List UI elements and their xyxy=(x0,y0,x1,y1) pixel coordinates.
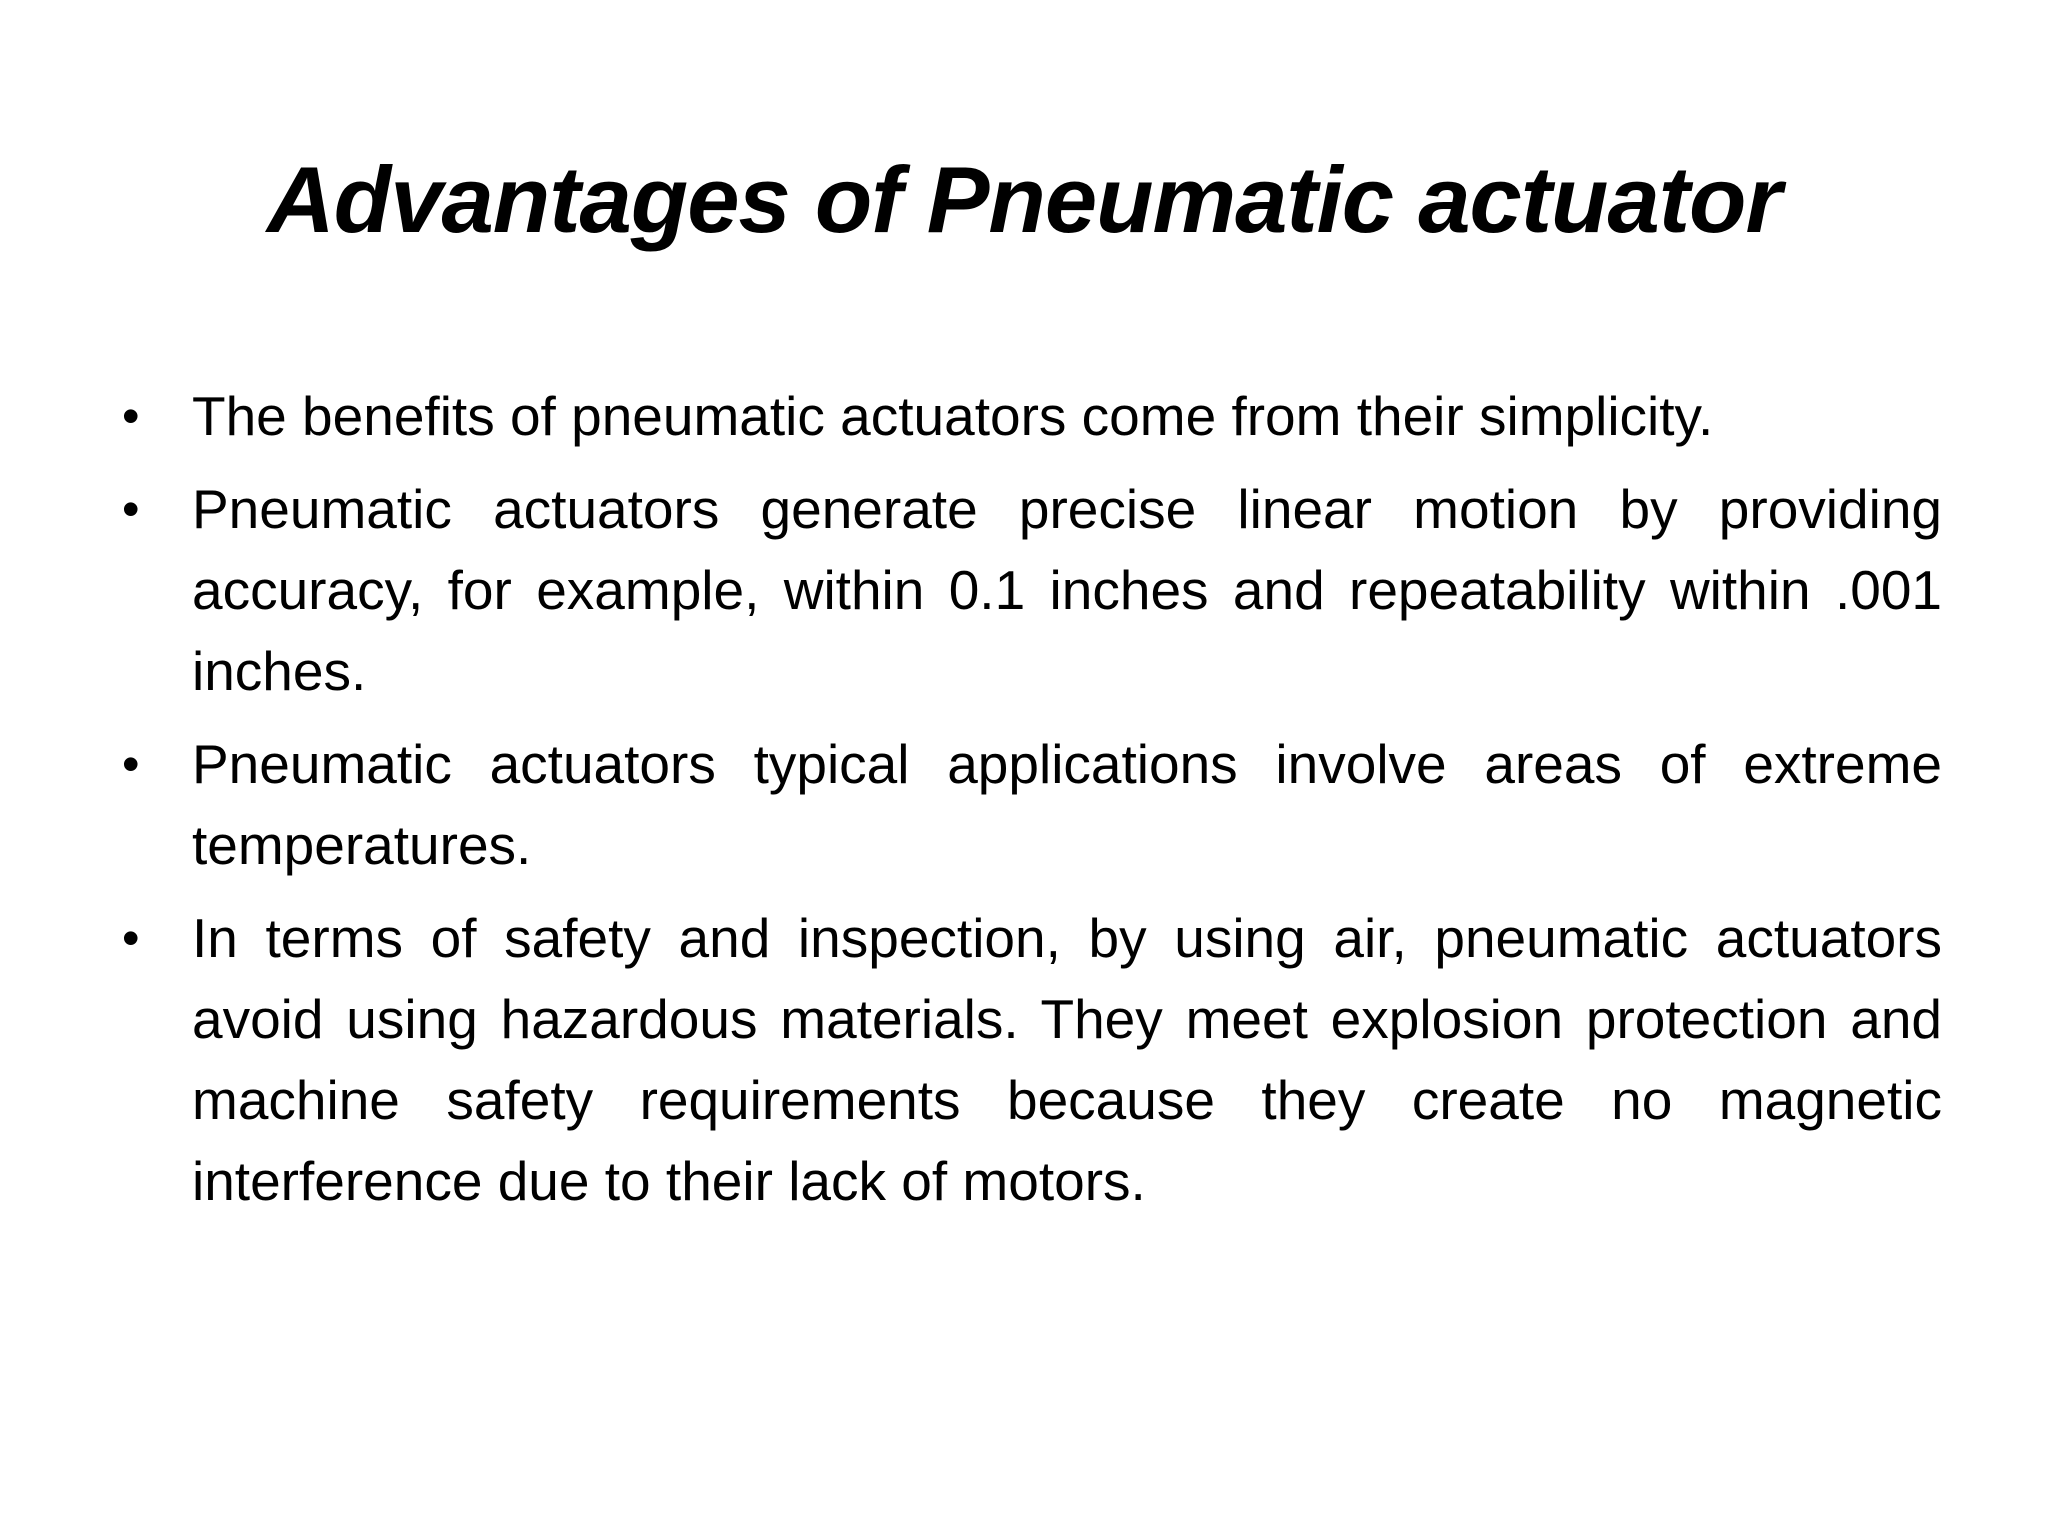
bullet-list xyxy=(122,376,1942,1234)
bullet-item-temperatures xyxy=(122,724,1942,886)
slide-title: Advantages of Pneumatic actuator xyxy=(266,147,1782,252)
bullet-item-safety xyxy=(122,898,1942,1222)
bullet-dot-icon: • xyxy=(122,388,140,444)
bullet-item-simplicity xyxy=(122,376,1942,457)
bullet-text: In terms of safety and inspection, by using air, pneumatic actuators avoid using hazardous materials. They meet explosion protection and machine safety requirements because they create no magnetic interference due to their lack of motors. xyxy=(192,907,1942,1212)
bullet-text: The benefits of pneumatic actuators come from their simplicity. xyxy=(192,385,1714,447)
bullet-item-precision xyxy=(122,469,1942,712)
bullet-dot-icon: • xyxy=(122,910,140,966)
bullet-dot-icon: • xyxy=(122,736,140,792)
bullet-text: Pneumatic actuators typical applications involve areas of extreme temperatures. xyxy=(192,733,1942,876)
bullet-dot-icon: • xyxy=(122,481,140,537)
bullet-text: Pneumatic actuators generate precise linear motion by providing accuracy, for example, within 0.1 inches and repeatability within .001 inches. xyxy=(192,478,1942,702)
